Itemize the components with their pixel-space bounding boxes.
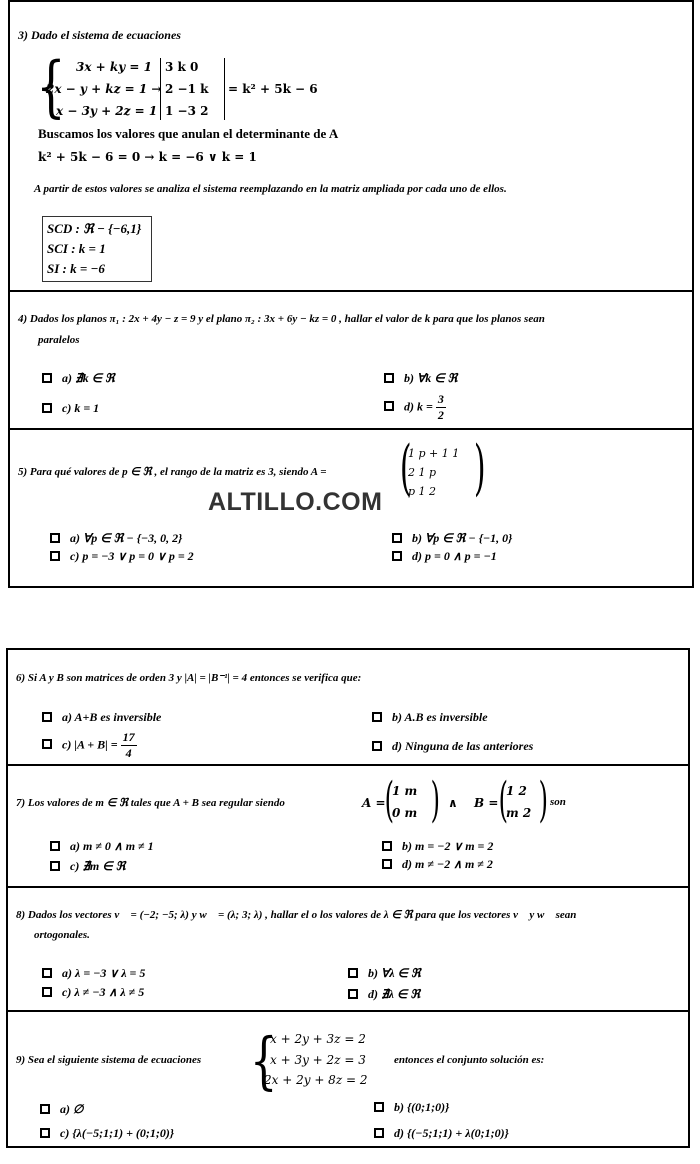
q5-option-d[interactable] [392, 549, 497, 564]
q5-option-b[interactable] [392, 531, 512, 546]
q9-option-a-label: a) ∅ [60, 1102, 84, 1116]
q5-matrix-left-paren: ( [399, 433, 412, 503]
q7-A-right-paren: ) [430, 772, 441, 828]
checkbox-icon[interactable] [40, 1128, 50, 1138]
q6-option-b-label: b) A.B es inversible [392, 710, 488, 724]
q9-option-a[interactable] [40, 1102, 83, 1117]
q3-title: 3) Dado el sistema de ecuaciones [18, 28, 181, 42]
q6-c-denominator: 4 [125, 746, 132, 760]
checkbox-icon[interactable] [372, 712, 382, 722]
q6-text: 6) Si A y B son matrices de orden 3 y |A| = |B⁻¹| = 4 entonces se verifica que: [16, 672, 362, 684]
checkbox-icon[interactable] [348, 989, 358, 999]
q3-eq1: 3x + ky = 1 [76, 60, 152, 74]
q9-option-c[interactable] [40, 1126, 174, 1141]
q3-system-brace: { [36, 48, 66, 125]
q9-eq3: 2x + 2y + 8z = 2 [264, 1073, 368, 1087]
q6-option-c[interactable] [42, 730, 137, 761]
exam-block-2 [6, 648, 690, 1148]
q8-text-line2: ortogonales. [34, 929, 90, 941]
checkbox-icon[interactable] [392, 533, 402, 543]
q5-matrix-right-paren: ) [473, 433, 486, 503]
q7-text: 7) Los valores de m ∈ ℜ tales que A + B sea regular siendo [16, 797, 285, 809]
q3-note: A partir de estos valores se analiza el sistema reemplazando en la matriz ampliada por cada uno de ellos. [34, 183, 507, 195]
q7-option-d[interactable] [382, 857, 493, 872]
divider-q3-q4 [10, 290, 692, 292]
q7-son: son [550, 796, 566, 808]
checkbox-icon[interactable] [384, 401, 394, 411]
checkbox-icon[interactable] [384, 373, 394, 383]
q4-d-denominator: 2 [437, 408, 444, 422]
q9-option-d[interactable] [374, 1126, 509, 1141]
q9-tail: entonces el conjunto solución es: [394, 1054, 545, 1066]
q3-roots: k² + 5k − 6 = 0 → k = −6 ∨ k = 1 [38, 150, 257, 164]
q3-det-row2: 2 −1 k [165, 82, 209, 96]
checkbox-icon[interactable] [382, 841, 392, 851]
q7-B-row1: 1 2 [506, 784, 527, 798]
q5-matrix-row3: p 1 2 [408, 485, 437, 498]
q9-option-b[interactable] [374, 1100, 449, 1115]
q8-option-c[interactable] [42, 985, 144, 1000]
q7-A-row1: 1 m [392, 784, 418, 798]
checkbox-icon[interactable] [42, 403, 52, 413]
q7-A-left-paren: ( [384, 772, 395, 828]
q8-option-d[interactable] [348, 987, 420, 1002]
q8-option-c-label: c) λ ≠ −3 ∧ λ ≠ 5 [62, 985, 145, 999]
q4-option-d[interactable] [384, 392, 446, 423]
q5-option-b-label: b) ∀p ∈ ℜ − {−1, 0} [412, 531, 513, 545]
q6-option-a[interactable] [42, 710, 161, 725]
q7-B-label: B = [474, 796, 499, 810]
q7-option-a-label: a) m ≠ 0 ∧ m ≠ 1 [70, 839, 154, 853]
q3-sol-sci: SCI : k = 1 [47, 241, 106, 256]
watermark-altillo: ALTILLO.COM [208, 488, 383, 516]
checkbox-icon[interactable] [50, 551, 60, 561]
q7-A-row2: 0 m [392, 806, 418, 820]
q4-text-line2: paralelos [38, 334, 80, 346]
q4-option-a-label: a) ∄k ∈ ℜ [62, 371, 115, 385]
q5-matrix-row1: 1 p + 1 1 [408, 447, 460, 460]
divider-q6-q7 [8, 764, 688, 766]
q9-eq1: x + 2y + 3z = 2 [270, 1032, 366, 1046]
q7-B-right-paren: ) [538, 772, 549, 828]
q3-det-bar-left [160, 58, 161, 120]
checkbox-icon[interactable] [50, 533, 60, 543]
checkbox-icon[interactable] [42, 739, 52, 749]
q5-matrix-row2: 2 1 p [408, 466, 437, 479]
q3-eq3: x − 3y + 2z = 1 [56, 104, 158, 118]
q6-option-b[interactable] [372, 710, 488, 725]
q7-option-b-label: b) m = −2 ∨ m = 2 [402, 839, 494, 853]
checkbox-icon[interactable] [50, 861, 60, 871]
q3-det-row3: 1 −3 2 [165, 104, 209, 118]
q3-det-row1: 3 k 0 [165, 60, 199, 74]
q9-eq2: x + 3y + 2z = 3 [270, 1053, 366, 1067]
exam-block-1 [8, 0, 694, 588]
checkbox-icon[interactable] [42, 968, 52, 978]
q3-solution-box [42, 216, 152, 282]
q7-option-c[interactable] [50, 859, 125, 874]
q3-det-result: = k² + 5k − 6 [228, 82, 318, 96]
q9-text: 9) Sea el siguiente sistema de ecuaciones [16, 1054, 202, 1066]
q3-sol-si: SI : k = −6 [47, 261, 105, 276]
q6-option-d-label: d) Ninguna de las anteriores [392, 739, 534, 753]
q4-text-line1: 4) Dados los planos π₁ : 2x + 4y − z = 9 y el plano π₂ : 3x + 6y − kz = 0 , hallar el valor de k para que los planos sean [18, 313, 545, 325]
q4-option-d-label: d) k = [404, 399, 433, 414]
q3-bold-line: Buscamos los valores que anulan el determinante de A [38, 126, 339, 141]
divider-q7-q8 [8, 886, 688, 888]
q3-eq2: 2x − y + kz = 1 → [46, 82, 162, 96]
divider-q4-q5 [10, 428, 692, 430]
q5-option-a[interactable] [50, 531, 182, 546]
checkbox-icon[interactable] [42, 987, 52, 997]
q4-d-numerator: 3 [437, 392, 444, 406]
divider-q8-q9 [8, 1010, 688, 1012]
q4-option-b[interactable] [384, 371, 457, 386]
q7-option-c-label: c) ∄m ∈ ℜ [70, 859, 126, 873]
q5-option-c[interactable] [50, 549, 194, 564]
checkbox-icon[interactable] [40, 1104, 50, 1114]
q9-option-b-label: b) {(0;1;0)} [394, 1100, 450, 1114]
q9-option-d-label: d) {(−5;1;1) + λ(0;1;0)} [394, 1126, 509, 1140]
checkbox-icon[interactable] [374, 1128, 384, 1138]
q4-option-a[interactable] [42, 371, 115, 386]
checkbox-icon[interactable] [372, 741, 382, 751]
q4-option-c-label: c) k = 1 [62, 401, 100, 415]
checkbox-icon[interactable] [42, 712, 52, 722]
q3-det-bar-right [224, 58, 225, 120]
q4-option-c[interactable] [42, 401, 99, 416]
checkbox-icon[interactable] [42, 373, 52, 383]
q3-sol-scd: SCD : ℜ − {−6,1} [47, 221, 142, 236]
checkbox-icon[interactable] [50, 841, 60, 851]
q7-option-a[interactable] [50, 839, 154, 854]
q8-option-b[interactable] [348, 966, 421, 981]
q5-option-c-label: c) p = −3 ∨ p = 0 ∨ p = 2 [70, 549, 194, 563]
q8-text-line1: 8) Dados los vectores v⃗ = (−2; −5; λ) y w⃗ = (λ; 3; λ) , hallar el o los valores de λ ∈ ℜ para que los vectores v⃗ y w⃗ sean [16, 909, 577, 921]
q6-option-c-fraction [121, 730, 137, 761]
q7-B-row2: m 2 [506, 806, 532, 820]
q8-option-a-label: a) λ = −3 ∨ λ = 5 [62, 966, 146, 980]
q6-option-a-label: a) A+B es inversible [62, 710, 162, 724]
q8-option-d-label: d) ∄λ ∈ ℜ [368, 987, 421, 1001]
q8-option-a[interactable] [42, 966, 145, 981]
q7-and-symbol: ∧ [448, 796, 458, 810]
q8-option-b-label: b) ∀λ ∈ ℜ [368, 966, 421, 980]
checkbox-icon[interactable] [348, 968, 358, 978]
q5-option-a-label: a) ∀p ∈ ℜ − {−3, 0, 2} [70, 531, 183, 545]
q7-B-left-paren: ( [498, 772, 509, 828]
checkbox-icon[interactable] [392, 551, 402, 561]
q5-option-d-label: d) p = 0 ∧ p = −1 [412, 549, 497, 563]
q6-option-d[interactable] [372, 739, 533, 754]
q7-option-d-label: d) m ≠ −2 ∧ m ≠ 2 [402, 857, 493, 871]
q5-text: 5) Para qué valores de p ∈ ℜ , el rango de la matriz es 3, siendo A = [18, 466, 327, 478]
q6-c-numerator: 17 [122, 730, 135, 744]
q4-option-b-label: b) ∀k ∈ ℜ [404, 371, 458, 385]
q9-system-brace: { [249, 1024, 278, 1097]
q9-option-c-label: c) {λ(−5;1;1) + (0;1;0)} [60, 1126, 175, 1140]
checkbox-icon[interactable] [382, 859, 392, 869]
q7-option-b[interactable] [382, 839, 493, 854]
q4-option-d-fraction [436, 392, 446, 423]
checkbox-icon[interactable] [374, 1102, 384, 1112]
q7-A-label: A = [362, 796, 386, 810]
q6-option-c-label: c) |A + B| = [62, 737, 118, 752]
